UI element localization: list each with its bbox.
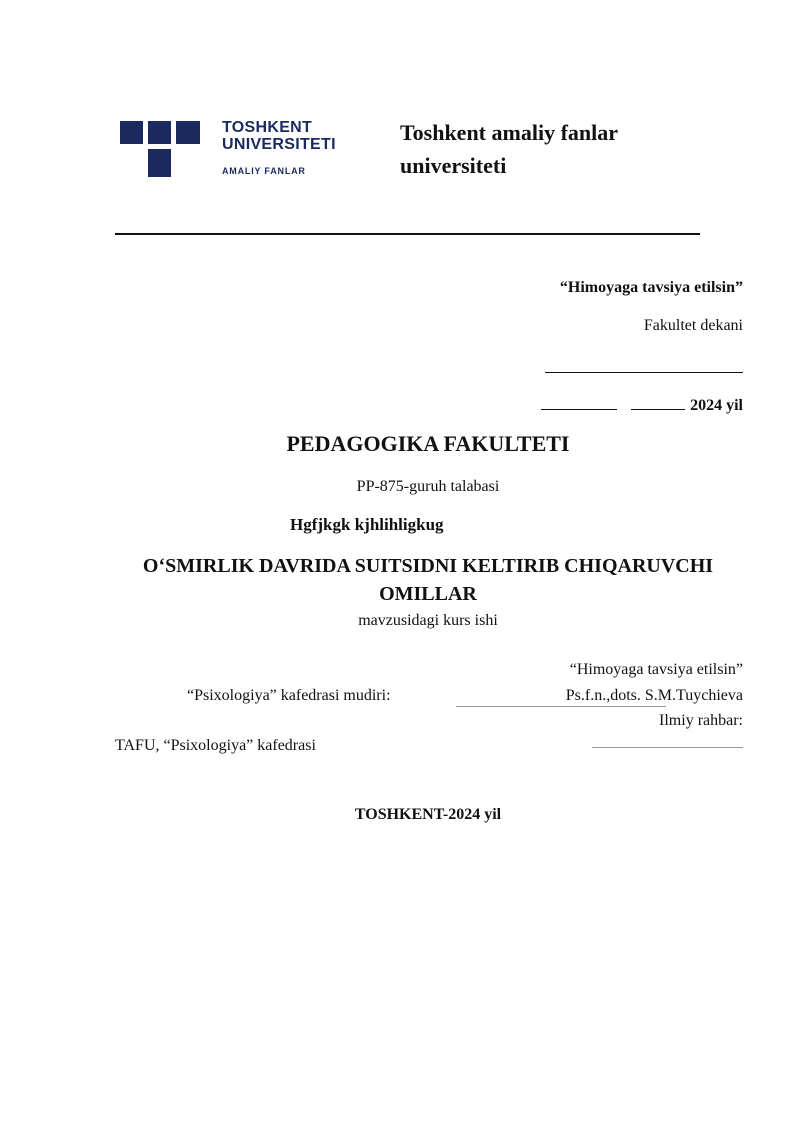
supervisor-role: Ilmiy rahbar: (659, 712, 743, 729)
department-label: TAFU, “Psixologiya” kafedrasi (115, 737, 316, 754)
supervisor-signature-line (592, 747, 743, 748)
supervisor-name: Ps.f.n.,dots. S.M.Tuychieva (565, 687, 743, 704)
date-day-blank (541, 395, 617, 410)
logo-subtitle: AMALIY FANLAR (222, 166, 306, 176)
approval-quote-bottom: “Himoyaga tavsiya etilsin” (569, 661, 743, 678)
group-line: PP-875-guruh talabasi (356, 478, 500, 495)
faculty-title: PEDAGOGIKA FAKULTETI (286, 431, 570, 456)
approval-year: 2024 yil (690, 397, 743, 414)
logo-line-1: TOSHKENT (222, 119, 313, 136)
head-signature-line (456, 706, 666, 707)
footer-city-year: TOSHKENT-2024 yil (354, 806, 502, 823)
topic-suffix: mavzusidagi kurs ishi (358, 612, 498, 629)
topic-line-2: OMILLAR (379, 583, 477, 605)
university-logo-mark-icon (120, 121, 200, 177)
student-name: Hgfjkgk kjhlihligkug (290, 515, 444, 534)
date-month-blank (631, 395, 685, 410)
topic-line-1: O‘SMIRLIK DAVRIDA SUITSIDNI KELTIRIB CHIQARUVCHI (142, 555, 714, 577)
approval-date-line (541, 395, 743, 415)
logo-line-2: UNIVERSITETI (222, 136, 336, 153)
approval-quote-top: “Himoyaga tavsiya etilsin” (559, 279, 743, 296)
university-title: Toshkent amaliy fanlar universiteti (400, 120, 618, 178)
university-logo-text (222, 119, 336, 176)
header-divider (115, 233, 700, 235)
department-head-label: “Psixologiya” kafedrasi mudiri: (187, 687, 391, 704)
dean-signature-line (545, 358, 743, 378)
dean-role: Fakultet dekani (643, 317, 743, 334)
